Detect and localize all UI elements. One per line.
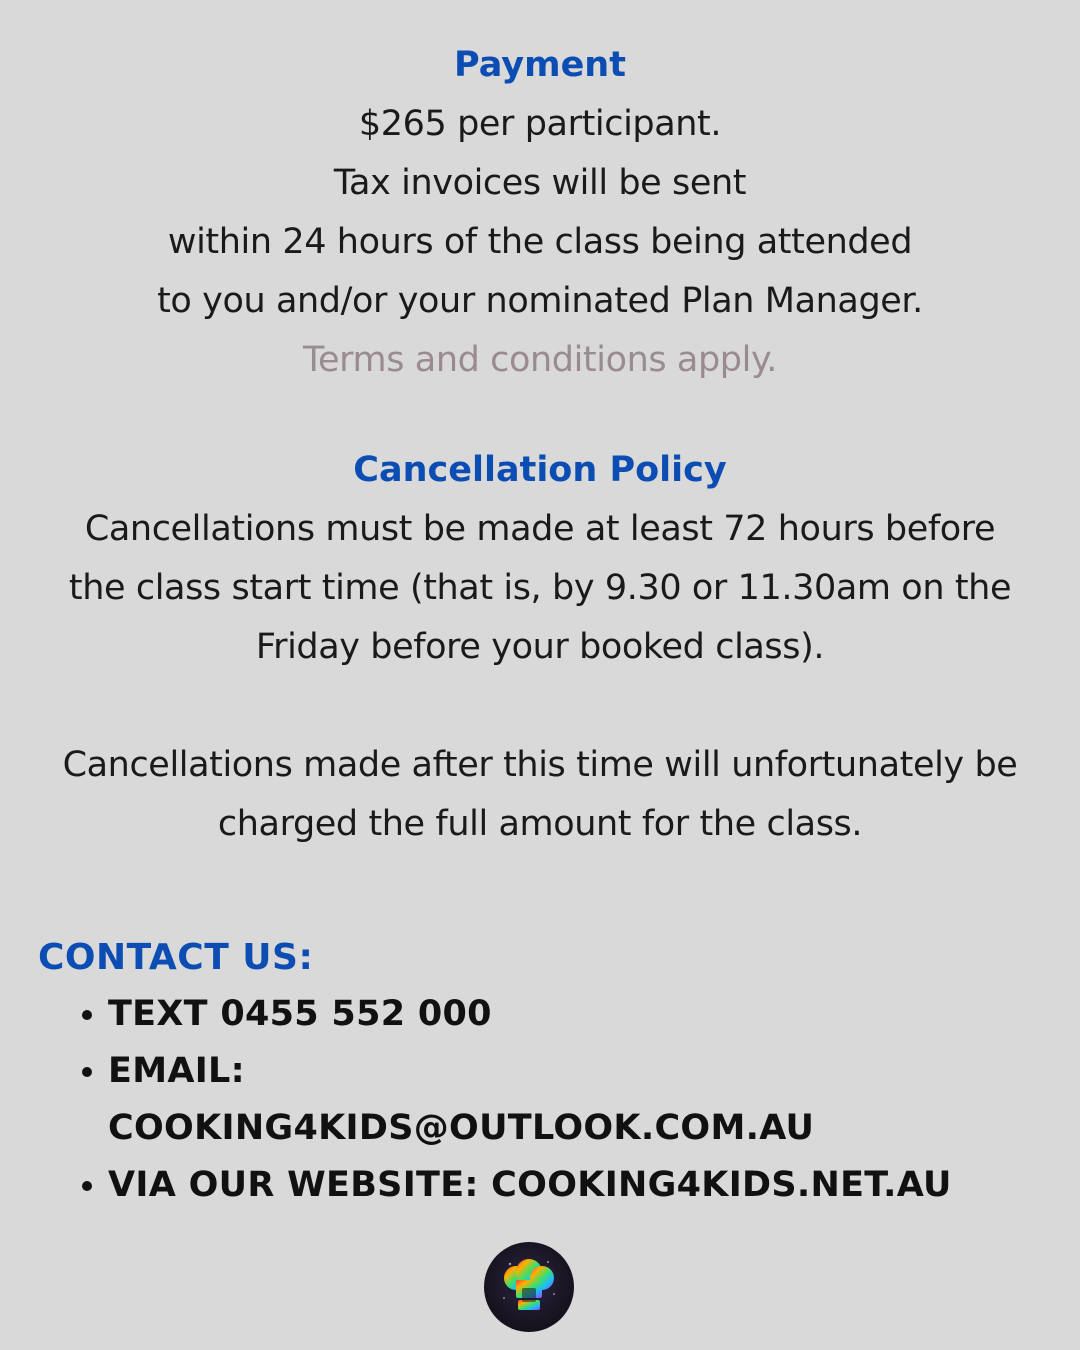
contact-email-label: EMAIL: bbox=[108, 1051, 245, 1091]
cancellation-section bbox=[0, 441, 1080, 677]
bullet-icon bbox=[82, 1010, 92, 1020]
cancellation-line: Cancellations must be made at least 72 hours before bbox=[84, 509, 996, 549]
contact-website[interactable]: VIA OUR WEBSITE: COOKING4KIDS.NET.AU bbox=[108, 1165, 952, 1205]
contact-item-website[interactable] bbox=[38, 1157, 1058, 1214]
cancellation-note bbox=[0, 736, 1080, 854]
bullet-icon bbox=[82, 1181, 92, 1191]
payment-section bbox=[0, 36, 1080, 390]
cancellation-heading: Cancellation Policy bbox=[353, 450, 727, 490]
terms-link[interactable]: Terms and conditions apply. bbox=[302, 340, 777, 380]
contact-list bbox=[38, 986, 1058, 1214]
contact-email-address[interactable]: COOKING4KIDS@OUTLOOK.COM.AU bbox=[108, 1108, 815, 1148]
contact-phone[interactable]: TEXT 0455 552 000 bbox=[108, 994, 492, 1034]
cancellation-line: the class start time (that is, by 9.30 or 11.30am on the bbox=[68, 568, 1012, 608]
contact-item-email[interactable] bbox=[38, 1043, 1058, 1157]
payment-line-timing: within 24 hours of the class being attended bbox=[167, 222, 913, 262]
payment-line-recipient: to you and/or your nominated Plan Manager. bbox=[157, 281, 923, 321]
bullet-icon bbox=[82, 1067, 92, 1077]
cancellation-note-line: charged the full amount for the class. bbox=[217, 804, 863, 844]
payment-heading: Payment bbox=[454, 45, 626, 85]
contact-heading: CONTACT US: bbox=[38, 937, 314, 978]
payment-line-invoices: Tax invoices will be sent bbox=[333, 163, 747, 203]
cancellation-line: Friday before your booked class). bbox=[255, 627, 825, 667]
contact-section bbox=[38, 930, 1058, 1214]
logo bbox=[484, 1242, 574, 1332]
chef-hat-icon bbox=[484, 1242, 574, 1332]
payment-line-price: $265 per participant. bbox=[358, 104, 722, 144]
contact-item-text[interactable] bbox=[38, 986, 1058, 1043]
cancellation-note-line: Cancellations made after this time will unfortunately be bbox=[62, 745, 1018, 785]
